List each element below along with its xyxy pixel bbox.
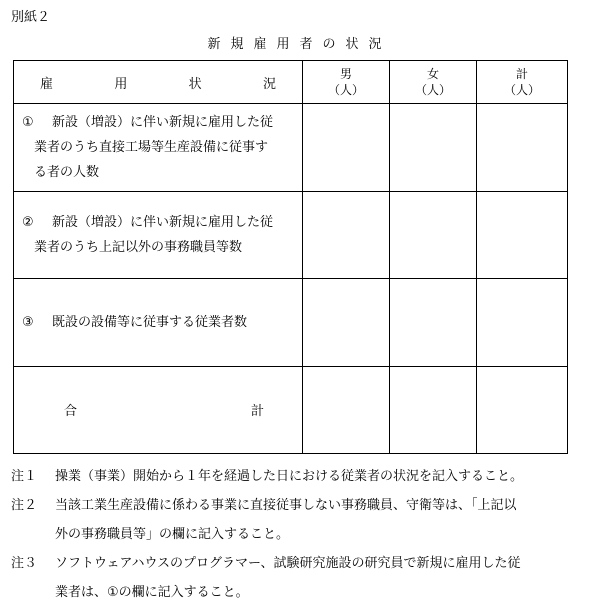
row-text-line: 業者のうち上記以外の事務職員等数 [34, 239, 243, 255]
employment-table [13, 60, 568, 454]
row-text-line: 新設（増設）に伴い新規に雇用した従 [52, 114, 274, 130]
note-item [11, 462, 583, 491]
grand-total-cell[interactable] [477, 366, 568, 453]
header-item-char: 用 [114, 76, 128, 92]
table-row [14, 279, 568, 366]
table-row [14, 104, 568, 191]
header-unit: （人） [503, 83, 540, 98]
note-tag: 注１ [11, 469, 38, 484]
note-text: 当該工業生産設備に係わる事業に直接従事しない事務職員、守衛等は、「上記以 [55, 498, 517, 513]
row-number: ① [22, 114, 34, 130]
total-label-left: 合 [64, 404, 78, 420]
note-item [11, 491, 583, 549]
female-total-cell[interactable] [390, 366, 477, 453]
total-row [14, 366, 568, 453]
male-total-cell[interactable] [303, 366, 390, 453]
note-tag: 注２ [11, 498, 38, 513]
row-item-cell [14, 279, 303, 366]
note-text: ソフトウェアハウスのプログラマー、試験研究施設の研究員で新規に雇用した従 [55, 556, 521, 571]
row-text-line: 既設の設備等に従事する従業者数 [52, 314, 248, 330]
male-count-cell[interactable] [303, 279, 390, 366]
row-item-cell [14, 104, 303, 191]
header-total [477, 61, 568, 104]
header-unit: （人） [327, 83, 364, 98]
page-title: 新規雇用者の状況 [207, 37, 392, 52]
header-male-label: 男 [339, 67, 352, 82]
header-item-char: 雇 [40, 76, 54, 92]
note-text: 操業（事業）開始から１年を経過した日における従業者の状況を記入すること。 [55, 469, 524, 484]
notes-section [11, 462, 583, 607]
total-label-cell [14, 366, 303, 453]
total-label-right: 計 [250, 404, 264, 420]
row-item-cell [14, 191, 303, 278]
header-female-label: 女 [426, 67, 439, 82]
note-tag: 注３ [11, 556, 38, 571]
header-female [390, 61, 477, 104]
header-item-char: 況 [262, 76, 276, 92]
row-text-line: 新設（増設）に伴い新規に雇用した従 [52, 214, 274, 230]
male-count-cell[interactable] [303, 191, 390, 278]
total-count-cell[interactable] [477, 104, 568, 191]
total-count-cell[interactable] [477, 191, 568, 278]
note-text: 業者は、①の欄に記入すること。 [55, 585, 249, 600]
header-unit: （人） [414, 83, 451, 98]
female-count-cell[interactable] [390, 104, 477, 191]
header-male [303, 61, 390, 104]
row-text-line: る者の人数 [34, 164, 100, 180]
row-number: ② [22, 214, 34, 230]
header-item-cell [14, 61, 303, 104]
row-text-line: 業者のうち直接工場等生産設備に従事す [34, 139, 269, 155]
header-item-char: 状 [188, 76, 202, 92]
female-count-cell[interactable] [390, 279, 477, 366]
header-total-label: 計 [515, 67, 528, 82]
note-item [11, 549, 583, 607]
female-count-cell[interactable] [390, 191, 477, 278]
table-row [14, 191, 568, 278]
note-text: 外の事務職員等」の欄に記入すること。 [55, 527, 290, 542]
table-header-row [14, 61, 568, 104]
row-number: ③ [22, 314, 34, 330]
total-count-cell[interactable] [477, 279, 568, 366]
male-count-cell[interactable] [303, 104, 390, 191]
attachment-label: 別紙２ [11, 10, 51, 25]
